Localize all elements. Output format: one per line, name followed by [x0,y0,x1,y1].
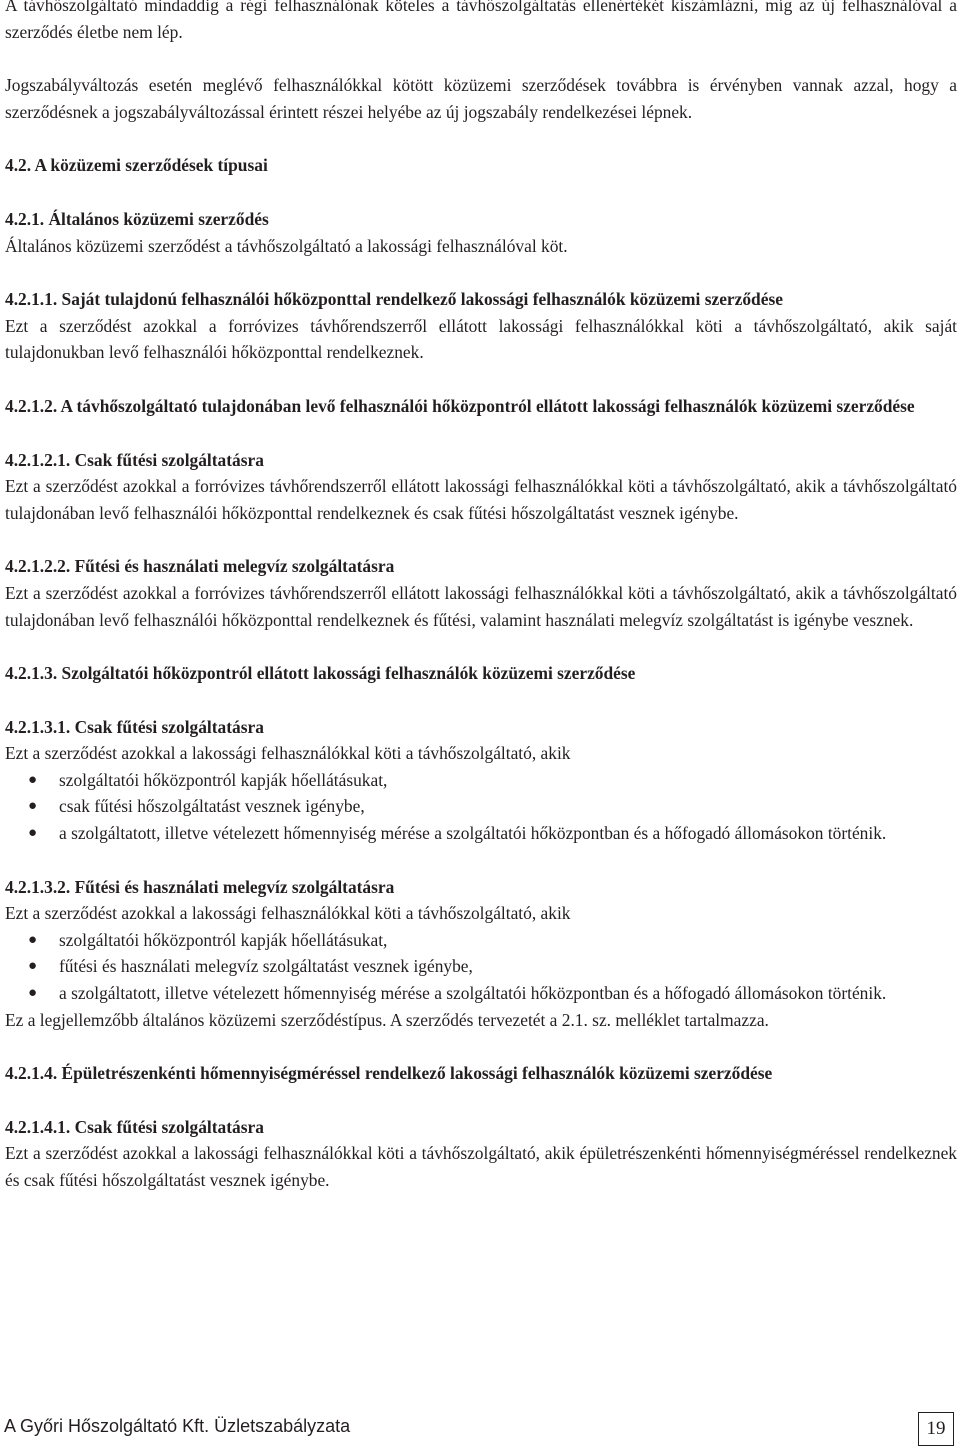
list-item-text: a szolgáltatott, illetve vételezett hőmennyiség mérése a szolgáltatói hőközpontban és a hőfogadó állomásokon történik. [59,983,887,1004]
intro-paragraph-2: Jogszabályváltozás esetén meglévő felhasználókkal kötött közüzemi szerződések továbbra is érvényben vannak azzal, hogy a szerződésnek a jogszabályváltozással érintett részei helyébe az új jogszabály rendelkezései lépnek. [5,75,957,122]
section-4-2-1-3-1-text: Ezt a szerződést azokkal a lakossági felhasználókkal köti a távhőszolgáltató, akik [5,743,571,764]
bullet-icon: ● [28,958,38,975]
section-4-2-1-4-1-text: Ezt a szerződést azokkal a lakossági felhasználókkal köti a távhőszolgáltató, akik épületrészenkénti hőmennyiségméréssel rendelkeznek és csak fűtési hőszolgáltatást vesznek igénybe. [5,1143,957,1190]
list-item [5,927,957,954]
section-4-2-1-2-1-heading: 4.2.1.2.1. Csak fűtési szolgáltatásra [5,449,264,470]
section-4-2-1-3-1-heading: 4.2.1.3.1. Csak fűtési szolgáltatásra [5,716,264,737]
section-4-2-1-3-heading: 4.2.1.3. Szolgáltatói hőközpontról ellátott lakossági felhasználók közüzemi szerződése [5,663,636,684]
list-item-text: csak fűtési hőszolgáltatást vesznek igénybe, [59,796,365,817]
section-4-2-1-2-2-heading: 4.2.1.2.2. Fűtési és használati melegvíz szolgáltatásra [5,556,395,577]
list-item-text: szolgáltatói hőközpontról kapják hőellátásukat, [59,929,388,950]
section-4-2-1-3-2-heading: 4.2.1.3.2. Fűtési és használati melegvíz szolgáltatásra [5,876,395,897]
bullet-icon: ● [28,825,38,842]
section-4-2-1-2-2-text: Ezt a szerződést azokkal a forróvizes távhőrendszerről ellátott lakossági felhasználókkal köti a távhőszolgáltató, akik a távhőszolgáltató tulajdonában levő felhasználói hőközponttal rendelkeznek és fűtési, valamint használati melegvíz szolgáltatást is igénybe vesznek. [5,582,957,630]
bullet-icon: ● [28,771,38,788]
document-page [5,0,957,1194]
list-item [5,793,957,820]
section-4-2-1-heading: 4.2.1. Általános közüzemi szerződés [5,208,269,229]
section-4-2-1-4-1-heading: 4.2.1.4.1. Csak fűtési szolgáltatásra [5,1116,264,1137]
bullet-icon: ● [28,931,38,948]
footer-title: A Győri Hőszolgáltató Kft. Üzletszabályzata [4,1416,351,1436]
list-item [5,820,957,847]
bullet-icon: ● [28,798,38,815]
section-4-2-1-1-text: Ezt a szerződést azokkal a forróvizes távhőrendszerről ellátott lakossági felhasználókkal köti a távhőszolgáltató, akik saját tulajdonukban levő felhasználói hőközponttal rendelkeznek. [5,315,957,363]
section-4-2-1-text: Általános közüzemi szerződést a távhőszolgáltató a lakossági felhasználóval köt. [5,235,568,256]
section-4-2-1-4-heading: 4.2.1.4. Épületrészenkénti hőmennyiségméréssel rendelkező lakossági felhasználók közüzemi szerződése [5,1063,773,1084]
section-4-2-1-3-2-text: Ezt a szerződést azokkal a lakossági felhasználókkal köti a távhőszolgáltató, akik [5,903,571,924]
intro-paragraph-1: A távhőszolgáltató mindaddig a régi felhasználónak köteles a távhőszolgáltatás ellenértékét kiszámlázni, míg az új felhasználóval a szerződés életbe nem lép. [5,0,957,42]
section-4-2-1-3-1-bullet-list [5,767,957,847]
list-item-text: fűtési és használati melegvíz szolgáltatást vesznek igénybe, [59,956,473,977]
list-item [5,980,957,1007]
list-item [5,767,957,794]
list-item-text: a szolgáltatott, illetve vételezett hőmennyiség mérése a szolgáltatói hőközpontban és a hőfogadó állomásokon történik. [59,823,887,844]
section-4-2-1-2-heading: 4.2.1.2. A távhőszolgáltató tulajdonában levő felhasználói hőközpontról ellátott lakossági felhasználók közüzemi szerződése [5,395,915,416]
section-4-2-1-1-heading: 4.2.1.1. Saját tulajdonú felhasználói hőközponttal rendelkező lakossági felhasználók közüzemi szerződése [5,289,783,310]
page-number: 19 [918,1412,954,1446]
section-4-2-1-2-1-text: Ezt a szerződést azokkal a forróvizes távhőrendszerről ellátott lakossági felhasználókkal köti a távhőszolgáltató, akik a távhőszolgáltató tulajdonában levő felhasználói hőközponttal rendelkeznek és csak fűtési hőszolgáltatást vesznek igénybe. [5,476,957,523]
section-4-2-1-3-2-bullet-list [5,927,957,1007]
section-4-2-1-3-2-after-text: Ez a legjellemzőbb általános közüzemi szerződéstípus. A szerződés tervezetét a 2.1. sz. melléklet tartalmazza. [5,1009,769,1030]
list-item [5,953,957,980]
bullet-icon: ● [28,985,38,1002]
section-4-2-heading: 4.2. A közüzemi szerződések típusai [5,155,268,176]
list-item-text: szolgáltatói hőközpontról kapják hőellátásukat, [59,769,388,790]
